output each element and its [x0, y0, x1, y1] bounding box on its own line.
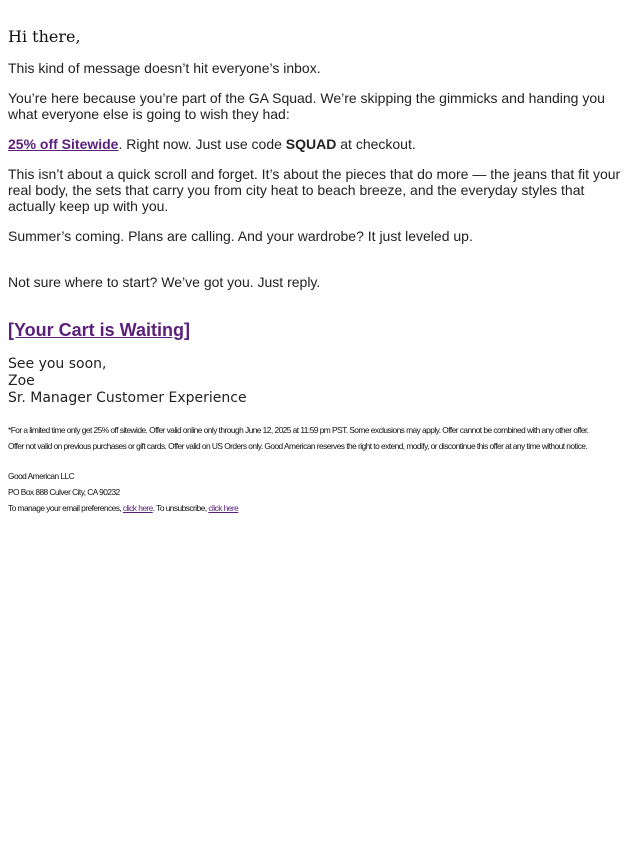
cart-waiting-link[interactable]: [Your Cart is Waiting]: [8, 320, 190, 340]
footer-address: PO Box 888 Culver City, CA 90232: [8, 487, 120, 497]
signoff-name: Zoe: [8, 373, 35, 389]
disclaimer-line-1: *For a limited time only get 25% off sitewide. Offer valid online only through June 12, 2025 at 11:59 pm PST. Some exclusions may apply. Offer cannot be combined with any other offer.: [8, 425, 589, 435]
paragraph-pieces: This isn’t about a quick scroll and forget. It’s about the pieces that do more — the jeans that fit your real body, the sets that carry you from city heat to beach breeze, and the everyday styles that actually keep up with you.: [8, 166, 621, 214]
unsubscribe-link[interactable]: click here: [208, 503, 239, 513]
promo-code: SQUAD: [285, 136, 337, 152]
unsubscribe-text: . To unsubscribe,: [152, 503, 209, 513]
paragraph-reply: Not sure where to start? We’ve got you. Just reply.: [8, 274, 321, 290]
greeting: Hi there,: [8, 27, 81, 46]
signoff-block: [8, 356, 247, 407]
offer-text-end: at checkout.: [336, 136, 416, 152]
footer-company: Good American LLC: [8, 471, 75, 481]
disclaimer-line-2: Offer not valid on previous purchases or gift cards. Offer valid on US Orders only. Good American reserves the right to extend, modify, or discontinue this offer at any time without notice.: [8, 441, 588, 451]
paragraph-offer: [8, 136, 628, 152]
footer-preferences: [8, 500, 238, 516]
manage-text: To manage your email preferences,: [8, 503, 123, 513]
paragraph-summer: Summer’s coming. Plans are calling. And your wardrobe? It just leveled up.: [8, 228, 473, 244]
signoff-title: Sr. Manager Customer Experience: [8, 390, 247, 406]
signoff-line: See you soon,: [8, 356, 107, 372]
paragraph-squad: You’re here because you’re part of the GA Squad. We’re skipping the gimmicks and handing you what everyone else is going to wish they had:: [8, 90, 605, 122]
paragraph-intro: This kind of message doesn’t hit everyone’s inbox.: [8, 60, 321, 76]
offer-text: . Right now. Just use code: [118, 136, 286, 152]
sitewide-offer-link[interactable]: 25% off Sitewide: [8, 136, 119, 152]
manage-preferences-link[interactable]: click here: [122, 503, 153, 513]
